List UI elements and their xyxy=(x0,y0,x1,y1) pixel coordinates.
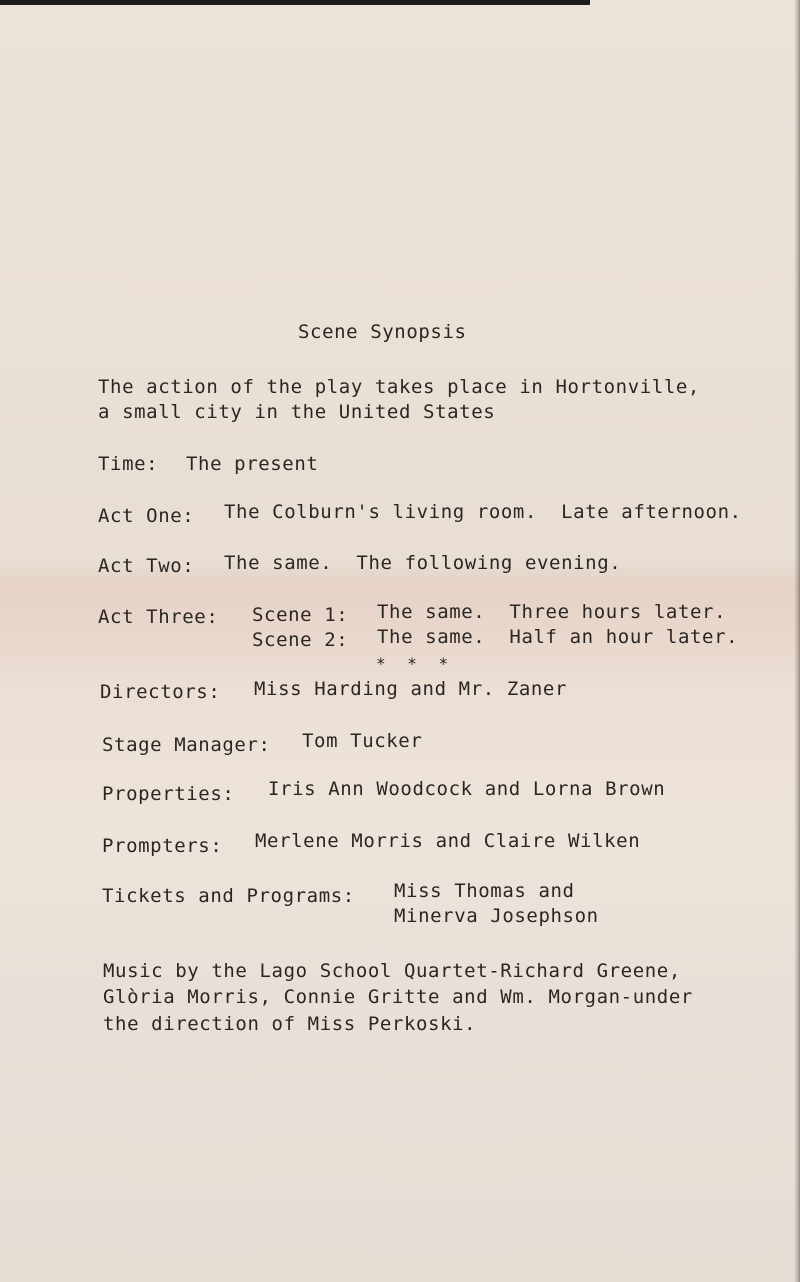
right-paper-edge xyxy=(794,0,800,1282)
act-two-label: Act Two: xyxy=(98,555,195,577)
stage-manager-label: Stage Manager: xyxy=(102,734,271,756)
page-title: Scene Synopsis xyxy=(298,321,467,343)
tickets-programs-label: Tickets and Programs: xyxy=(102,885,355,907)
directors-label: Directors: xyxy=(100,681,221,703)
act-three-scene-2-value: The same. Half an hour later. xyxy=(377,626,739,648)
top-border-strip xyxy=(0,0,590,5)
act-one-value: The Colburn's living room. Late afternoon. xyxy=(224,501,742,523)
time-value: The present xyxy=(186,453,319,475)
act-two-value: The same. The following evening. xyxy=(224,552,622,574)
music-line-2: Glòria Morris, Connie Gritte and Wm. Morgan-under xyxy=(103,986,693,1008)
stage-manager-value: Tom Tucker xyxy=(302,730,423,752)
act-three-label: Act Three: xyxy=(98,606,219,628)
tickets-programs-value-2: Minerva Josephson xyxy=(394,905,599,927)
act-three-scene-2-label: Scene 2: xyxy=(252,629,349,651)
prompters-value: Merlene Morris and Claire Wilken xyxy=(255,830,641,852)
setting-line-2: a small city in the United States xyxy=(98,401,496,423)
prompters-label: Prompters: xyxy=(102,835,223,857)
separator-stars: * * * xyxy=(376,654,455,673)
directors-value: Miss Harding and Mr. Zaner xyxy=(254,678,568,700)
time-label: Time: xyxy=(98,453,159,475)
properties-label: Properties: xyxy=(102,783,235,805)
properties-value: Iris Ann Woodcock and Lorna Brown xyxy=(268,778,666,800)
setting-line-1: The action of the play takes place in Hortonville, xyxy=(98,376,700,398)
act-three-scene-1-value: The same. Three hours later. xyxy=(377,601,727,623)
music-line-1: Music by the Lago School Quartet-Richard Greene, xyxy=(103,960,681,982)
act-one-label: Act One: xyxy=(98,505,195,527)
tickets-programs-value-1: Miss Thomas and xyxy=(394,880,575,902)
act-three-scene-1-label: Scene 1: xyxy=(252,604,349,626)
music-line-3: the direction of Miss Perkoski. xyxy=(103,1013,477,1035)
